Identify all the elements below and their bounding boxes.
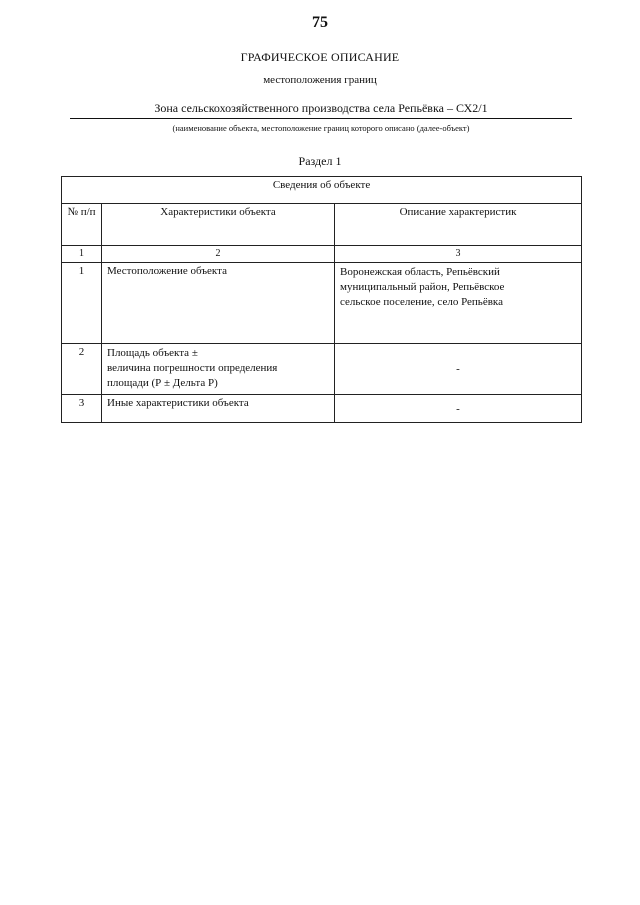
column-number: 2: [102, 246, 335, 263]
row-number: 2: [62, 344, 102, 395]
row-description: -: [335, 395, 582, 423]
title-block: [0, 50, 640, 86]
header-characteristics: Характеристики объекта: [102, 204, 335, 246]
table-caption-row: [62, 177, 582, 204]
row-description: [335, 263, 582, 344]
characteristic-line: площади (Р ± Дельта Р): [107, 377, 218, 389]
table-row: [62, 395, 582, 423]
table-caption: Сведения об объекте: [62, 177, 582, 204]
object-name-note: (наименование объекта, местоположение границ которого описано (далее-объект): [172, 123, 470, 133]
document-subtitle: местоположения границ: [263, 74, 377, 86]
table-row: [62, 263, 582, 344]
section-title: Раздел 1: [298, 154, 342, 168]
table-header-row: [62, 204, 582, 246]
description-line: муниципальный район, Репьёвское: [340, 281, 505, 293]
characteristic-line: величина погрешности определения: [107, 362, 278, 374]
header-description: Описание характеристик: [335, 204, 582, 246]
header-num: № п/п: [62, 204, 102, 246]
row-characteristic: Иные характеристики объекта: [102, 395, 335, 423]
object-name: Зона сельскохозяйственного производства села Репьёвка – СХ2/1: [70, 101, 572, 119]
description-line: Воронежская область, Репьёвский: [340, 266, 500, 278]
characteristic-line: Площадь объекта ±: [107, 347, 198, 359]
row-number: 1: [62, 263, 102, 344]
row-number: 3: [62, 395, 102, 423]
column-number: 3: [335, 246, 582, 263]
column-number-row: [62, 246, 582, 263]
object-info-table: [61, 176, 582, 423]
description-line: сельское поселение, село Репьёвка: [340, 296, 503, 308]
table-row: [62, 344, 582, 395]
row-characteristic: Местоположение объекта: [102, 263, 335, 344]
row-description: -: [335, 344, 582, 395]
row-characteristic: [102, 344, 335, 395]
document-title: ГРАФИЧЕСКОЕ ОПИСАНИЕ: [240, 50, 400, 64]
page-number: 75: [312, 14, 328, 31]
column-number: 1: [62, 246, 102, 263]
